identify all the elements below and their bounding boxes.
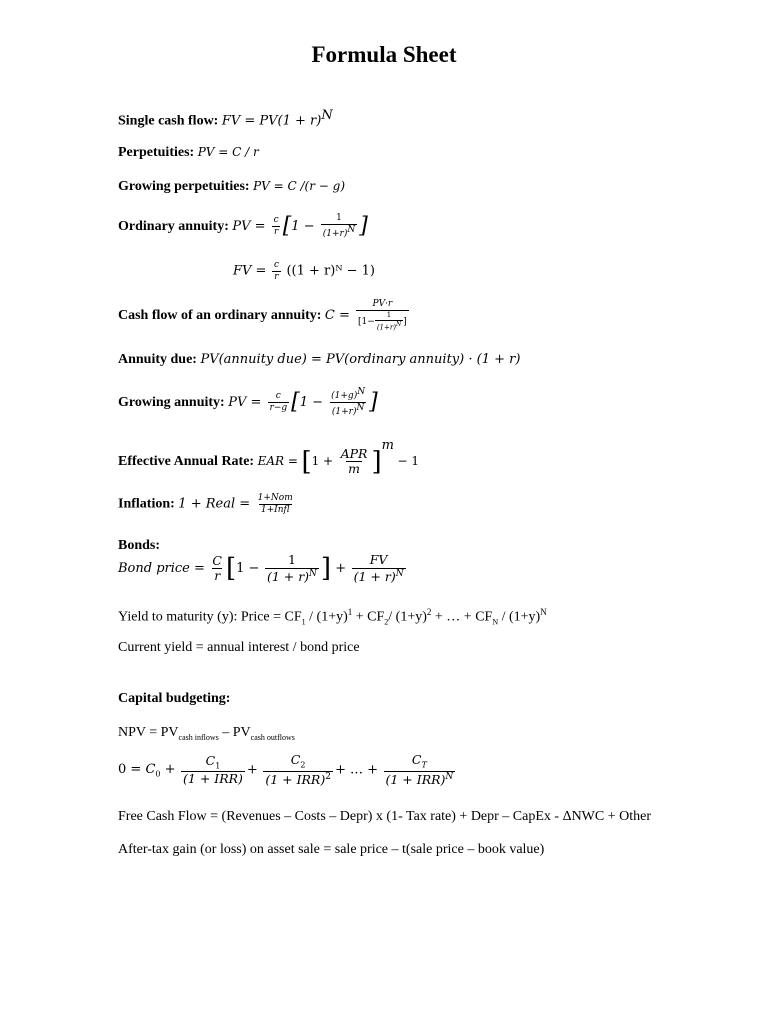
annuity-fv-rhs: ((1 + r)ᴺ − 1) bbox=[286, 263, 376, 279]
after-tax-gain-row: After-tax gain (or loss) on asset sale = sale price – t(sale price – book value) bbox=[118, 842, 545, 857]
ordinary-annuity-row bbox=[118, 214, 368, 239]
ear-tail: − 1 bbox=[397, 454, 419, 468]
cash-flow-annuity-label: Cash flow of an ordinary annuity: bbox=[118, 308, 322, 324]
inflation-row bbox=[118, 494, 297, 515]
perpetuities-label: Perpetuities: bbox=[118, 145, 195, 160]
irr-row: $0 = C_0$ + $\frac{C_1}{\text{(1 + IRR)}}$ + $\frac{C_2}{(1 + IRR)^2}$ + … + $\frac{C_T}{(1 + IRR)^N}$ bbox=[118, 752, 454, 787]
capital-budgeting-row bbox=[118, 692, 230, 706]
growing-annuity-label: Growing annuity: bbox=[118, 395, 225, 410]
ytm-sup: 1 bbox=[347, 607, 353, 617]
growing-perpetuities-formula: PV = C /(r − g) bbox=[253, 179, 346, 193]
npv-text: NPV = PV bbox=[118, 725, 179, 740]
growing-perpetuities-row bbox=[118, 180, 345, 194]
fraction: $\frac{C_T}{(1 + IRR)^N}$ bbox=[385, 752, 454, 787]
ytm-text: Yield to maturity (y): Price = CF bbox=[118, 609, 302, 625]
bond-price-row: Bond price = $\frac{C}{r}$ [1 − $\frac{1}{(1 + r)^N}$ ] + $\frac{FV}{(1 + r)^N}$ bbox=[118, 552, 404, 584]
annuity-fv-row bbox=[233, 261, 375, 282]
ear-label: Effective Annual Rate: bbox=[118, 454, 255, 469]
fraction: $\frac{\text{APR}}{m}$ bbox=[340, 445, 368, 477]
growing-annuity-formula: PV = $\frac{c}{r-g}$ [1 − $\frac{(1+g)^N}{(1+r)^N}$ ] bbox=[228, 387, 378, 417]
fraction: $\frac{c}{r}$ bbox=[273, 260, 279, 282]
growing-perpetuities-label: Growing perpetuities: bbox=[118, 179, 250, 194]
fraction: $\frac{FV}{(1 + r)^N}$ bbox=[353, 552, 404, 584]
ytm-sup: N bbox=[540, 607, 547, 617]
fraction: $\frac{(1+g)^N}{(1+r)^N}$ bbox=[331, 387, 366, 417]
bonds-label: Bonds: bbox=[118, 538, 161, 553]
perpetuities-row bbox=[118, 146, 259, 160]
fraction: $\frac{1}{(1+r)^N}$ bbox=[322, 213, 356, 239]
ordinary-annuity-label: Ordinary annuity: bbox=[118, 219, 229, 234]
free-cash-flow-row: Free Cash Flow = (Revenues – Costs – Depr) x (1- Tax rate) + Depr – CapEx - ΔNWC + Other bbox=[118, 809, 652, 824]
annuity-fv-lhs: FV = bbox=[233, 263, 267, 279]
ytm-sub: 2 bbox=[384, 617, 389, 627]
ear-lhs: EAR = bbox=[257, 454, 298, 468]
ytm-sub: 1 bbox=[301, 617, 306, 627]
cash-flow-annuity-formula: C = PV·r [1− $\frac{1}{(1+r)^N}$ ] bbox=[324, 299, 407, 332]
single-cash-flow-row bbox=[118, 109, 333, 129]
fraction: PV·r [1− $\frac{1}{(1+r)^N}$ ] bbox=[358, 299, 407, 332]
annuity-due-formula: PV(annuity due) = PV(ordinary annuity) · (1 + r) bbox=[200, 352, 521, 367]
npv-sub: cash inflows bbox=[178, 732, 219, 742]
growing-annuity-row bbox=[118, 388, 378, 417]
inflation-lhs: 1 + Real = bbox=[178, 496, 251, 512]
annuity-due-row bbox=[118, 353, 520, 367]
ytm-sub: N bbox=[492, 617, 499, 627]
npv-sub: cash outflows bbox=[250, 732, 295, 742]
cash-flow-annuity-row bbox=[118, 300, 411, 331]
bonds-row bbox=[118, 539, 160, 553]
ytm-row bbox=[118, 608, 547, 626]
bond-price-lhs: Bond price = bbox=[118, 560, 205, 576]
annuity-due-label: Annuity due: bbox=[118, 352, 197, 367]
ytm-text: / (1+y) bbox=[305, 609, 348, 625]
single-cash-flow-exponent: N bbox=[321, 108, 333, 123]
ytm-text: / (1+y) bbox=[388, 609, 427, 625]
page-title: Formula Sheet bbox=[311, 42, 457, 67]
ytm-text: + … + CF bbox=[431, 609, 493, 625]
fraction: $\frac{\text{1+Nom}}{\text{1+Infl}}$ bbox=[257, 493, 293, 515]
fraction: $\frac{c}{r}$ bbox=[273, 215, 279, 237]
perpetuities-formula: PV = C / r bbox=[197, 145, 259, 159]
fraction: $\frac{c}{r-g}$ bbox=[269, 391, 288, 413]
fraction: $\frac{C_2}{(1 + IRR)^2}$ bbox=[265, 752, 331, 787]
capital-budgeting-label: Capital budgeting: bbox=[118, 691, 231, 706]
single-cash-flow-formula: FV = PV(1 + r) bbox=[221, 113, 322, 129]
fraction: $\frac{C}{r}$ bbox=[212, 552, 222, 584]
inflation-label: Inflation: bbox=[118, 496, 175, 512]
fraction: $\frac{C_1}{\text{(1 + IRR)}}$ bbox=[183, 752, 243, 787]
current-yield-row: Current yield = annual interest / bond price bbox=[118, 640, 360, 655]
ear-row: Effective Annual Rate: EAR = [1 + $\frac{\text{APR}}{m}$ ]$^m$ − 1 bbox=[118, 438, 419, 477]
ytm-text: + CF bbox=[352, 609, 385, 625]
ytm-text: / (1+y) bbox=[498, 609, 541, 625]
npv-text: – PV bbox=[218, 725, 251, 740]
ytm-sup: 2 bbox=[426, 607, 432, 617]
npv-row bbox=[118, 726, 295, 742]
single-cash-flow-label: Single cash flow: bbox=[118, 113, 219, 129]
fraction: $\frac{1}{(1 + r)^N}$ bbox=[266, 552, 317, 584]
ordinary-annuity-formula: PV = $\frac{c}{r}$ [1 − $\frac{1}{(1+r)^N}$ ] bbox=[232, 213, 368, 239]
